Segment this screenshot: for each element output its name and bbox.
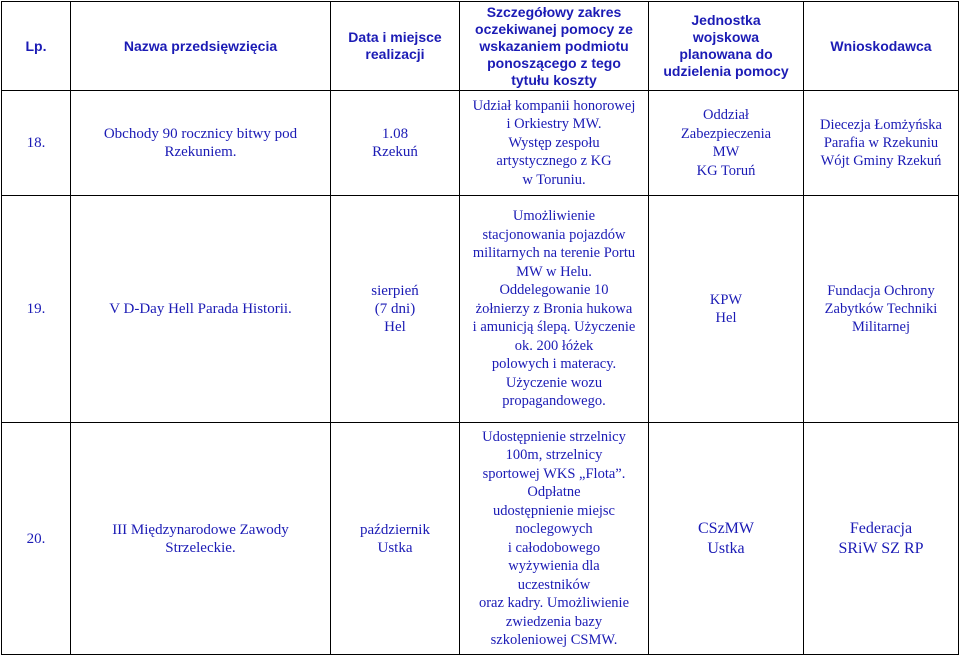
- cell-scope: Udział kompanii honorowej i Orkiestry MW. Występ zespołu artystycznego z KG w Toruniu.: [460, 91, 649, 196]
- cell-date-place: październik Ustka: [331, 423, 460, 655]
- table-row: [2, 196, 959, 423]
- cell-military-unit: KPW Hel: [649, 196, 804, 423]
- header-applicant: Wnioskodawca: [804, 2, 959, 91]
- cell-lp: 19.: [2, 196, 71, 423]
- table-row: [2, 91, 959, 196]
- cell-name: III Międzynarodowe Zawody Strzeleckie.: [71, 423, 331, 655]
- header-military-unit: Jednostka wojskowa planowana do udzielenia pomocy: [649, 2, 804, 91]
- cell-name: V D-Day Hell Parada Historii.: [71, 196, 331, 423]
- cell-military-unit: Oddział Zabezpieczenia MW KG Toruń: [649, 91, 804, 196]
- header-name: Nazwa przedsięwzięcia: [71, 2, 331, 91]
- cell-applicant: Fundacja Ochrony Zabytków Techniki Militarnej: [804, 196, 959, 423]
- cell-date-place: sierpień (7 dni) Hel: [331, 196, 460, 423]
- table-row: [2, 423, 959, 655]
- cell-scope: Udostępnienie strzelnicy 100m, strzelnicy sportowej WKS „Flota”. Odpłatne udostępnienie miejsc noclegowych i całodobowego wyżywienia dla uczestników oraz kadry. Umożliwienie zwiedzenia bazy szkoleniowej CSMW.: [460, 423, 649, 655]
- cell-name: Obchody 90 rocznicy bitwy pod Rzekuniem.: [71, 91, 331, 196]
- cell-scope: Umożliwienie stacjonowania pojazdów militarnych na terenie Portu MW w Helu. Oddelegowanie 10 żołnierzy z Bronia hukowa i amunicją ślepą. Użyczenie ok. 200 łóżek polowych i materacy. Użyczenie wozu propagandowego.: [460, 196, 649, 423]
- header-row: [2, 2, 959, 91]
- header-date-place: Data i miejsce realizacji: [331, 2, 460, 91]
- header-scope: Szczegółowy zakres oczekiwanej pomocy ze wskazaniem podmiotu ponoszącego z tego tytułu koszty: [460, 2, 649, 91]
- cell-military-unit: CSzMW Ustka: [649, 423, 804, 655]
- cell-applicant: Diecezja Łomżyńska Parafia w Rzekuniu Wójt Gminy Rzekuń: [804, 91, 959, 196]
- projects-table: [1, 1, 959, 655]
- cell-date-place: 1.08 Rzekuń: [331, 91, 460, 196]
- header-lp: Lp.: [2, 2, 71, 91]
- cell-lp: 18.: [2, 91, 71, 196]
- cell-applicant: Federacja SRiW SZ RP: [804, 423, 959, 655]
- cell-lp: 20.: [2, 423, 71, 655]
